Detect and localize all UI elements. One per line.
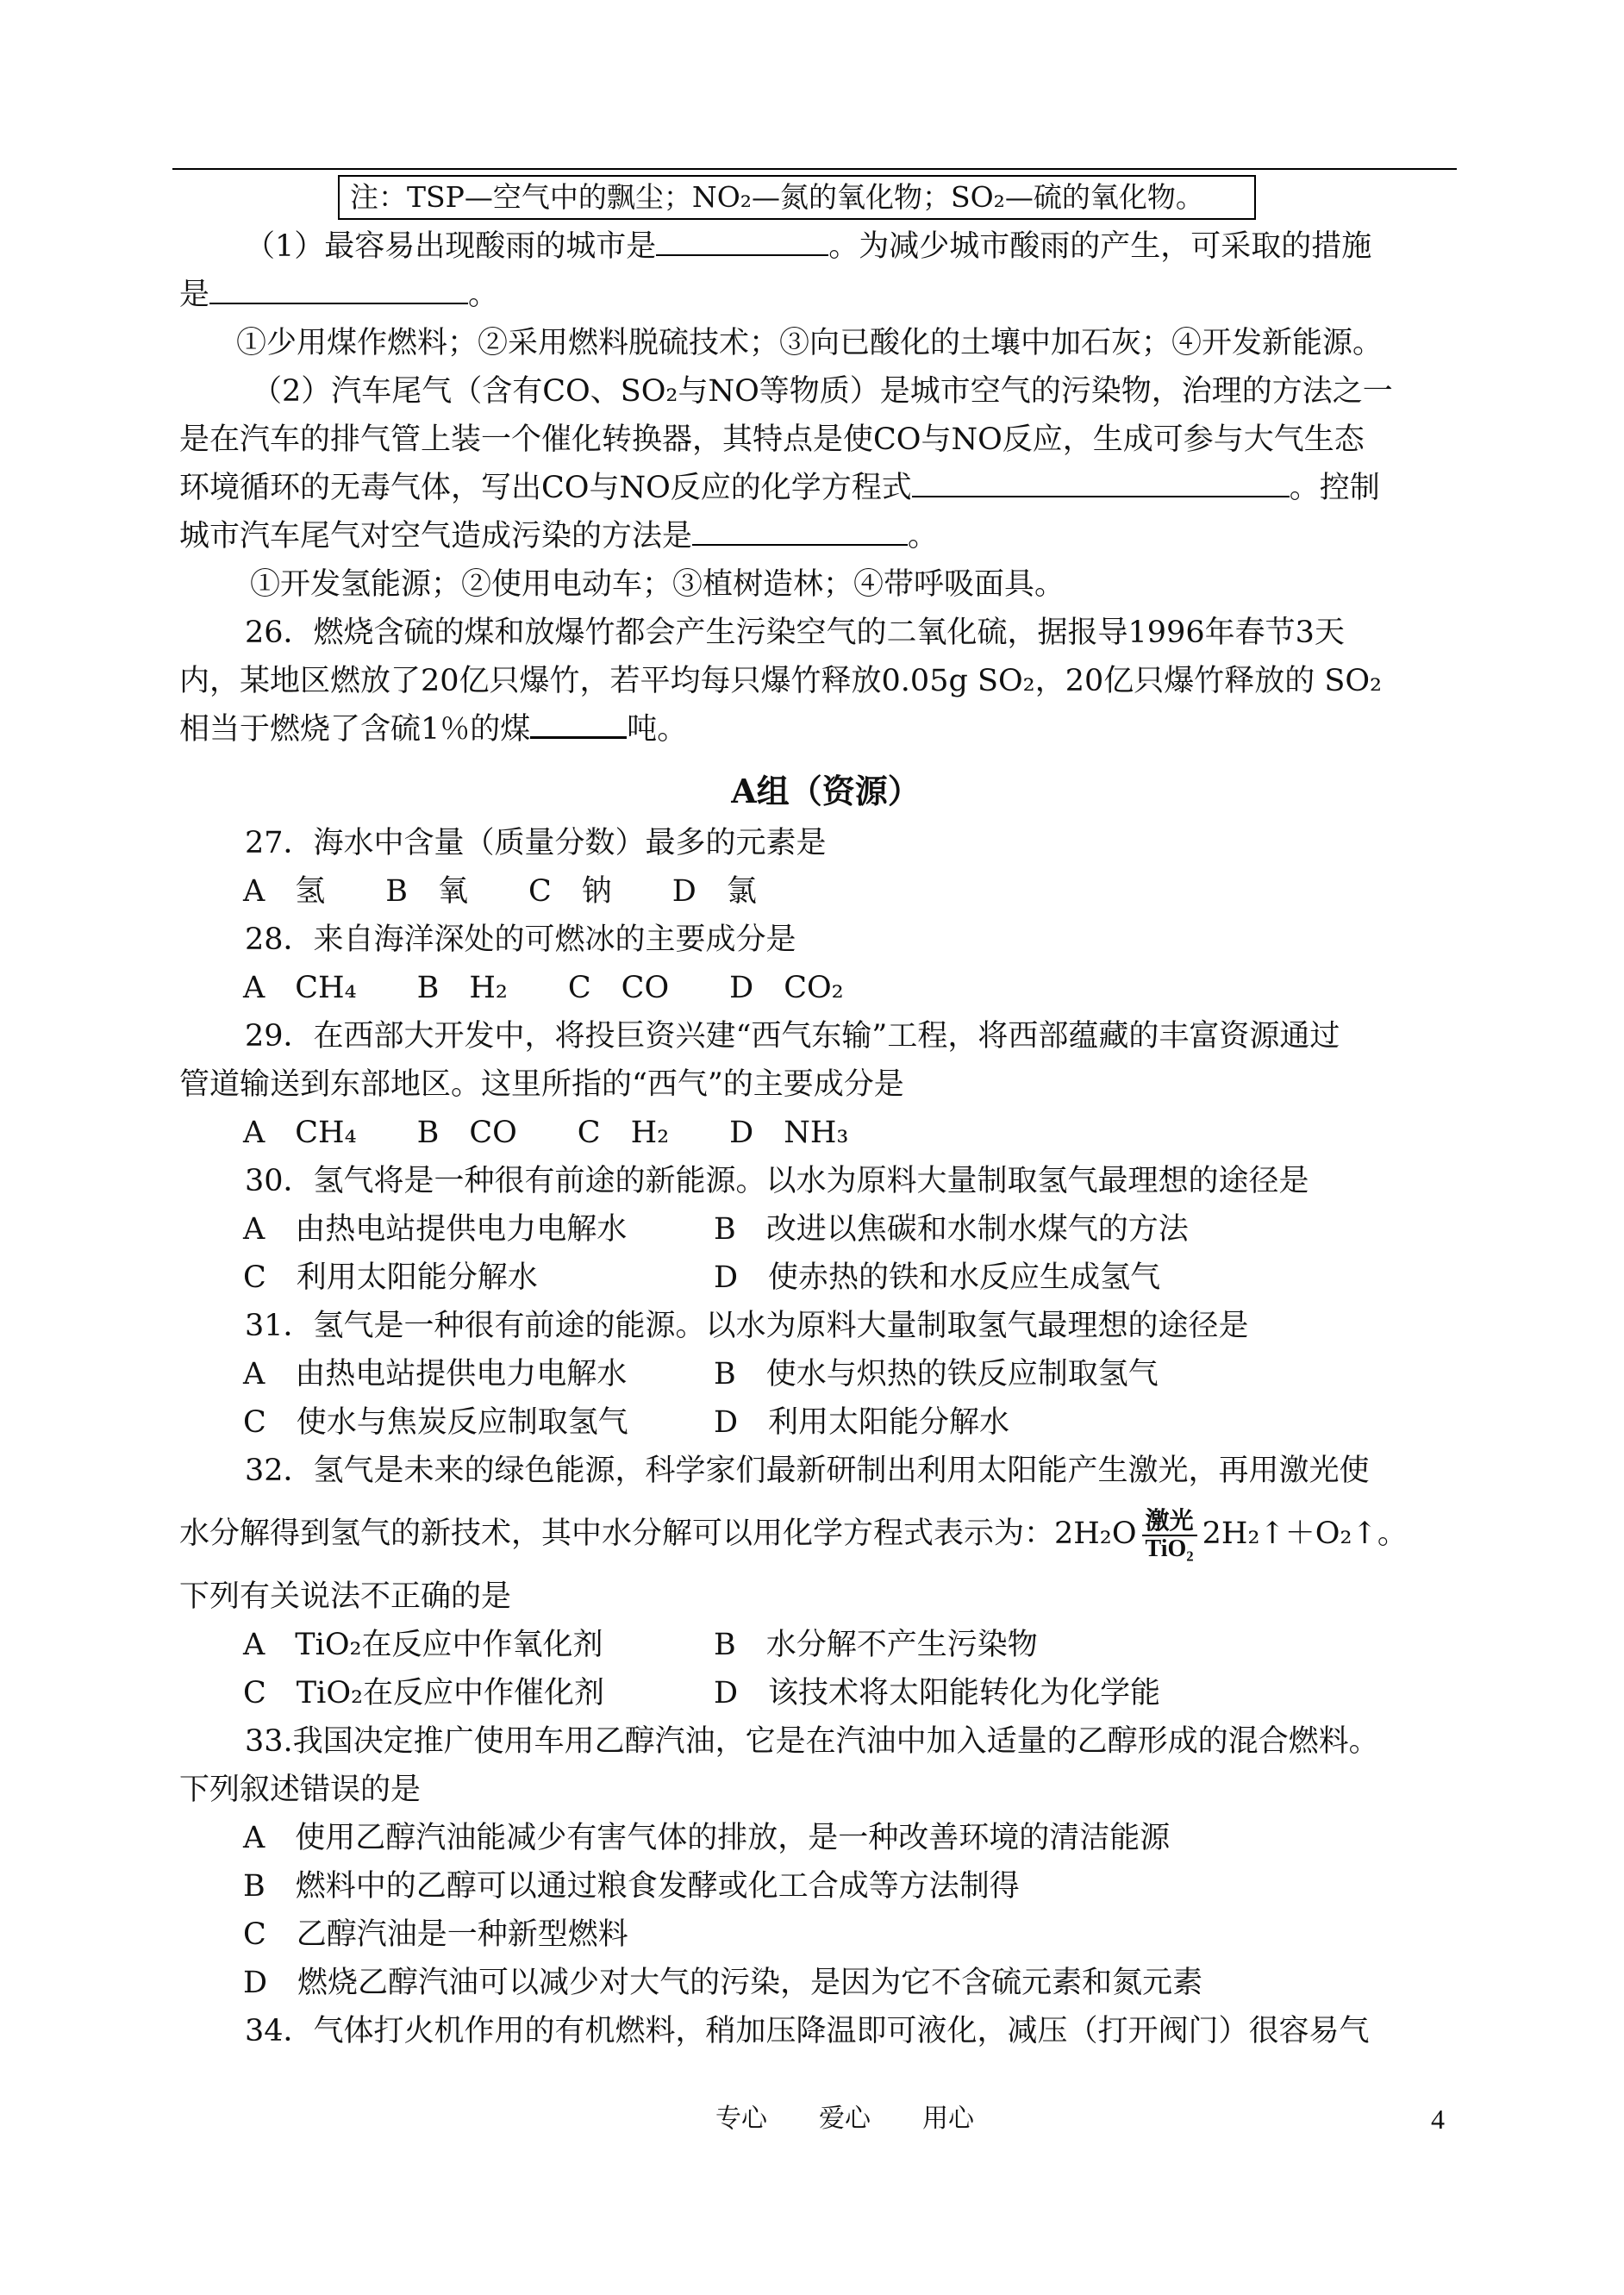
q30-option-d: D 使赤热的铁和水反应生成氢气 bbox=[714, 1260, 1161, 1295]
q28-stem: 28．来自海洋深处的可燃冰的主要成分是 bbox=[245, 922, 796, 957]
table-note-box bbox=[338, 175, 1256, 220]
section-title: A组（资源） bbox=[731, 772, 921, 810]
q30-options-cd bbox=[179, 1254, 1472, 1302]
q33-option-d: D 燃烧乙醇汽油可以减少对大气的污染，是因为它不含硫元素和氮元素 bbox=[243, 1966, 1203, 2000]
q25-part1-text: 是 bbox=[179, 278, 210, 312]
q26-text-end: 吨。 bbox=[627, 712, 688, 747]
q30-options-ab bbox=[179, 1205, 1472, 1254]
question-content bbox=[179, 222, 1472, 2055]
q25-part1-line2 bbox=[179, 271, 1472, 319]
q30-option-b: B 改进以焦碳和水制水煤气的方法 bbox=[714, 1212, 1189, 1247]
q25-part2-line3 bbox=[179, 464, 1472, 512]
q32-option-a: A TiO₂在反应中作氧化剂 bbox=[243, 1628, 603, 1662]
q31-stem: 31．氢气是一种很有前途的能源。以水为原料大量制取氢气最理想的途径是 bbox=[245, 1309, 1249, 1343]
q34-line1: 34．气体打火机作用的有机燃料，稍加压降温即可液化，减压（打开阀门）很容易气 bbox=[245, 2014, 1370, 2048]
q25-part2-text: 城市汽车尾气对空气造成污染的方法是 bbox=[179, 519, 693, 553]
q32-line2 bbox=[179, 1495, 1472, 1573]
footer-motto: 专心 爱心 用心 bbox=[715, 2104, 974, 2134]
page-number: 4 bbox=[1431, 2104, 1445, 2135]
q32-options-ab bbox=[179, 1621, 1472, 1669]
q30-option-a: A 由热电站提供电力电解水 bbox=[243, 1212, 628, 1247]
q31-option-c: C 使水与焦炭反应制取氢气 bbox=[243, 1405, 628, 1440]
q26-line2: 内，某地区燃放了20亿只爆竹，若平均每只爆竹释放0.05g SO₂，20亿只爆竹释放的 SO₂ bbox=[179, 664, 1383, 698]
header-rule bbox=[172, 168, 1457, 170]
q31-option-d: D 利用太阳能分解水 bbox=[714, 1405, 1010, 1440]
q32-option-d: D 该技术将太阳能转化为化学能 bbox=[714, 1676, 1161, 1710]
reaction-condition-top: 激光 bbox=[1142, 1509, 1197, 1536]
q33-line1: 33.我国决定推广使用车用乙醇汽油，它是在汽油中加入适量的乙醇形成的混合燃料。 bbox=[245, 1724, 1379, 1759]
q25-part2-text-cont: 。控制 bbox=[1289, 471, 1380, 505]
q25-part1-text: （1）最容易出现酸雨的城市是 bbox=[245, 229, 657, 264]
q25-part2-line4 bbox=[179, 512, 1472, 560]
q32-equation-products: 2H₂↑＋O₂↑。 bbox=[1202, 1516, 1408, 1551]
answer-blank[interactable] bbox=[656, 225, 828, 256]
q25-part2-text: 环境循环的无毒气体，写出CO与NO反应的化学方程式 bbox=[179, 471, 912, 505]
q25-part2-options: ①开发氢能源；②使用电动车；③植树造林；④带呼吸面具。 bbox=[250, 567, 1065, 602]
q33-line2: 下列叙述错误的是 bbox=[179, 1773, 422, 1807]
q25-part2-line2: 是在汽车的排气管上装一个催化转换器，其特点是使CO与NO反应，生成可参与大气生态 bbox=[179, 422, 1365, 457]
answer-blank[interactable] bbox=[912, 466, 1290, 497]
q31-options-ab bbox=[179, 1350, 1472, 1398]
q32-option-c: C TiO₂在反应中作催化剂 bbox=[243, 1676, 605, 1710]
q26-line3 bbox=[179, 705, 1472, 754]
q26-text: 相当于燃烧了含硫1％的煤 bbox=[179, 712, 531, 747]
q29-line2: 管道输送到东部地区。这里所指的“西气”的主要成分是 bbox=[179, 1067, 904, 1102]
q33-option-a: A 使用乙醇汽油能减少有害气体的排放，是一种改善环境的清洁能源 bbox=[243, 1821, 1171, 1855]
q26-line1: 26．燃烧含硫的煤和放爆竹都会产生污染空气的二氧化硫，据报导1996年春节3天 bbox=[245, 616, 1345, 650]
q30-stem: 30．氢气将是一种很有前途的新能源。以水为原料大量制取氢气最理想的途径是 bbox=[245, 1164, 1309, 1198]
answer-blank[interactable] bbox=[530, 707, 627, 739]
q29-line1: 29．在西部大开发中，将投巨资兴建“西气东输”工程，将西部蕴藏的丰富资源通过 bbox=[245, 1019, 1340, 1054]
q28-options: A CH₄ B H₂ C CO D CO₂ bbox=[243, 971, 844, 1005]
q33-option-b: B 燃料中的乙醇可以通过粮食发酵或化工合成等方法制得 bbox=[243, 1869, 1020, 1904]
q31-option-b: B 使水与炽热的铁反应制取氢气 bbox=[714, 1357, 1159, 1391]
q25-part1-text-end: 。 bbox=[468, 278, 499, 312]
q32-options-cd bbox=[179, 1669, 1472, 1717]
q27-options: A 氢 B 氧 C 钠 D 氯 bbox=[243, 874, 757, 909]
q25-part2-text-end: 。 bbox=[908, 519, 939, 553]
q32-text: 水分解得到氢气的新技术，其中水分解可以用化学方程式表示为：2H₂O bbox=[179, 1516, 1137, 1551]
q30-option-c: C 利用太阳能分解水 bbox=[243, 1260, 538, 1295]
table-note: 注：TSP—空气中的飘尘；NO₂—氮的氧化物；SO₂—硫的氧化物。 bbox=[350, 180, 1204, 214]
q32-line3: 下列有关说法不正确的是 bbox=[179, 1579, 512, 1614]
q31-options-cd bbox=[179, 1398, 1472, 1447]
q25-part1-line1 bbox=[179, 222, 1472, 271]
q25-part1-options: ①少用煤作燃料；②采用燃料脱硫技术；③向已酸化的土壤中加石灰；④开发新能源。 bbox=[236, 326, 1384, 360]
q32-line1: 32．氢气是未来的绿色能源，科学家们最新研制出利用太阳能产生激光，再用激光使 bbox=[245, 1454, 1370, 1488]
answer-blank[interactable] bbox=[209, 273, 468, 304]
reaction-condition-bottom: TiO₂ bbox=[1145, 1535, 1194, 1562]
q29-options: A CH₄ B CO C H₂ D NH₃ bbox=[243, 1116, 849, 1150]
reaction-condition bbox=[1142, 1509, 1197, 1562]
answer-blank[interactable] bbox=[692, 515, 908, 546]
q33-option-c: C 乙醇汽油是一种新型燃料 bbox=[243, 1917, 628, 1952]
q31-option-a: A 由热电站提供电力电解水 bbox=[243, 1357, 628, 1391]
q25-part1-text-cont: 。为减少城市酸雨的产生，可采取的措施 bbox=[828, 229, 1372, 264]
q32-option-b: B 水分解不产生污染物 bbox=[714, 1628, 1038, 1662]
q27-stem: 27．海水中含量（质量分数）最多的元素是 bbox=[245, 826, 827, 860]
q25-part2-line1: （2）汽车尾气（含有CO、SO₂与NO等物质）是城市空气的污染物，治理的方法之一 bbox=[252, 374, 1393, 409]
